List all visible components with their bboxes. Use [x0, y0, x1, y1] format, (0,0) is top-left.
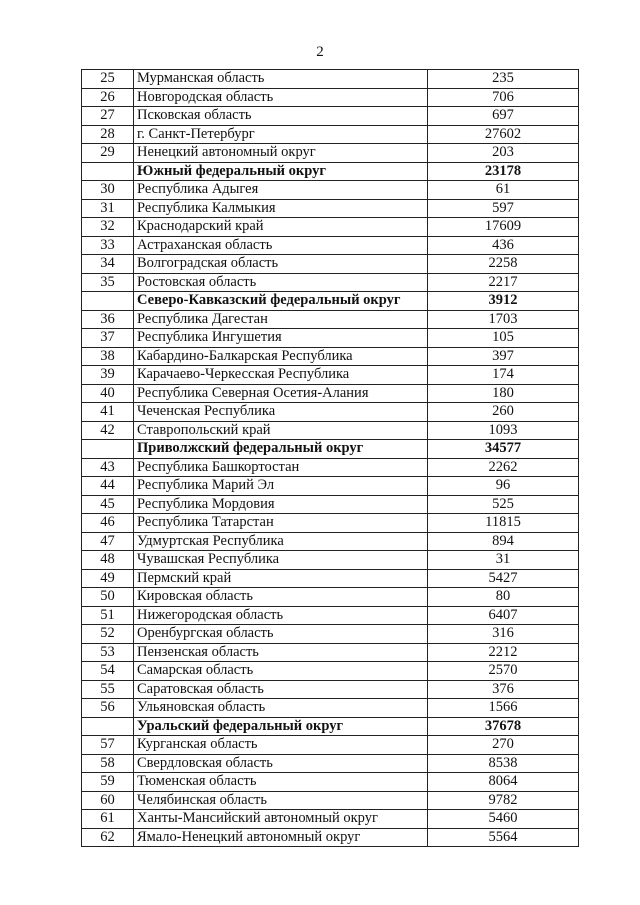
table-row	[82, 699, 579, 718]
row-number: 61	[82, 810, 134, 829]
region-name: Республика Татарстан	[134, 514, 428, 533]
row-number: 30	[82, 181, 134, 200]
region-name: Южный федеральный округ	[134, 162, 428, 181]
row-number: 34	[82, 255, 134, 274]
table-row	[82, 181, 579, 200]
region-value: 5564	[428, 828, 579, 847]
region-value: 11815	[428, 514, 579, 533]
region-name: Республика Северная Осетия-Алания	[134, 384, 428, 403]
row-number: 42	[82, 421, 134, 440]
table-row	[82, 88, 579, 107]
row-number: 53	[82, 643, 134, 662]
region-value: 2212	[428, 643, 579, 662]
row-number: 51	[82, 606, 134, 625]
region-name: Курганская область	[134, 736, 428, 755]
region-name: Псковская область	[134, 107, 428, 126]
table-row	[82, 643, 579, 662]
row-number: 35	[82, 273, 134, 292]
region-value: 8538	[428, 754, 579, 773]
region-value: 706	[428, 88, 579, 107]
region-value: 5460	[428, 810, 579, 829]
table-row	[82, 810, 579, 829]
row-number: 37	[82, 329, 134, 348]
region-value: 96	[428, 477, 579, 496]
table-row	[82, 347, 579, 366]
region-value: 27602	[428, 125, 579, 144]
row-number: 33	[82, 236, 134, 255]
table-row	[82, 218, 579, 237]
region-value: 1703	[428, 310, 579, 329]
row-number: 28	[82, 125, 134, 144]
region-value: 23178	[428, 162, 579, 181]
table-row	[82, 514, 579, 533]
region-value: 894	[428, 532, 579, 551]
region-name: Ямало-Ненецкий автономный округ	[134, 828, 428, 847]
table-row	[82, 680, 579, 699]
table-row	[82, 384, 579, 403]
table-row	[82, 828, 579, 847]
table-row	[82, 458, 579, 477]
row-number: 45	[82, 495, 134, 514]
region-name: Оренбургская область	[134, 625, 428, 644]
region-value: 1093	[428, 421, 579, 440]
row-number	[82, 292, 134, 311]
region-value: 34577	[428, 440, 579, 459]
region-name: Ханты-Мансийский автономный округ	[134, 810, 428, 829]
table-row	[82, 588, 579, 607]
row-number: 43	[82, 458, 134, 477]
region-name: Ростовская область	[134, 273, 428, 292]
region-value: 235	[428, 70, 579, 89]
region-value: 260	[428, 403, 579, 422]
region-value: 31	[428, 551, 579, 570]
region-name: Новгородская область	[134, 88, 428, 107]
region-name: г. Санкт-Петербург	[134, 125, 428, 144]
row-number: 29	[82, 144, 134, 163]
region-name: Астраханская область	[134, 236, 428, 255]
row-number: 57	[82, 736, 134, 755]
region-name: Ставропольский край	[134, 421, 428, 440]
table-row	[82, 551, 579, 570]
row-number	[82, 717, 134, 736]
row-number: 50	[82, 588, 134, 607]
row-number: 55	[82, 680, 134, 699]
region-name: Ульяновская область	[134, 699, 428, 718]
region-value: 80	[428, 588, 579, 607]
row-number: 56	[82, 699, 134, 718]
region-name: Республика Ингушетия	[134, 329, 428, 348]
region-value: 2217	[428, 273, 579, 292]
region-name: Республика Марий Эл	[134, 477, 428, 496]
row-number: 44	[82, 477, 134, 496]
region-name: Тюменская область	[134, 773, 428, 792]
table-row	[82, 477, 579, 496]
region-value: 174	[428, 366, 579, 385]
region-value: 17609	[428, 218, 579, 237]
region-name: Республика Адыгея	[134, 181, 428, 200]
region-name: Краснодарский край	[134, 218, 428, 237]
region-value: 5427	[428, 569, 579, 588]
table-row	[82, 329, 579, 348]
table-row	[82, 569, 579, 588]
table-row	[82, 791, 579, 810]
row-number: 31	[82, 199, 134, 218]
row-number: 58	[82, 754, 134, 773]
row-number	[82, 162, 134, 181]
region-value: 270	[428, 736, 579, 755]
region-value: 37678	[428, 717, 579, 736]
region-name: Кабардино-Балкарская Республика	[134, 347, 428, 366]
row-number: 47	[82, 532, 134, 551]
table-row	[82, 403, 579, 422]
table-row	[82, 625, 579, 644]
row-number: 60	[82, 791, 134, 810]
table-row	[82, 606, 579, 625]
region-value: 697	[428, 107, 579, 126]
region-name: Приволжский федеральный округ	[134, 440, 428, 459]
table-row	[82, 310, 579, 329]
region-name: Уральский федеральный округ	[134, 717, 428, 736]
region-value: 9782	[428, 791, 579, 810]
table-row	[82, 236, 579, 255]
table-row	[82, 754, 579, 773]
row-number: 46	[82, 514, 134, 533]
row-number: 32	[82, 218, 134, 237]
table-row	[82, 70, 579, 89]
district-row	[82, 440, 579, 459]
region-name: Чеченская Республика	[134, 403, 428, 422]
region-name: Ненецкий автономный округ	[134, 144, 428, 163]
table-row	[82, 773, 579, 792]
table-row	[82, 273, 579, 292]
region-name: Пермский край	[134, 569, 428, 588]
region-value: 1566	[428, 699, 579, 718]
region-value: 180	[428, 384, 579, 403]
row-number: 36	[82, 310, 134, 329]
region-name: Мурманская область	[134, 70, 428, 89]
row-number: 62	[82, 828, 134, 847]
table-row	[82, 662, 579, 681]
table-row	[82, 366, 579, 385]
region-name: Северо-Кавказский федеральный округ	[134, 292, 428, 311]
table-row	[82, 255, 579, 274]
region-name: Пензенская область	[134, 643, 428, 662]
region-value: 2262	[428, 458, 579, 477]
region-value: 2570	[428, 662, 579, 681]
region-name: Республика Калмыкия	[134, 199, 428, 218]
row-number: 54	[82, 662, 134, 681]
region-value: 8064	[428, 773, 579, 792]
district-row	[82, 717, 579, 736]
table-row	[82, 125, 579, 144]
district-row	[82, 162, 579, 181]
row-number: 48	[82, 551, 134, 570]
row-number	[82, 440, 134, 459]
region-name: Республика Башкортостан	[134, 458, 428, 477]
region-value: 6407	[428, 606, 579, 625]
region-value: 525	[428, 495, 579, 514]
row-number: 49	[82, 569, 134, 588]
row-number: 41	[82, 403, 134, 422]
region-name: Саратовская область	[134, 680, 428, 699]
region-value: 316	[428, 625, 579, 644]
region-name: Свердловская область	[134, 754, 428, 773]
region-name: Республика Мордовия	[134, 495, 428, 514]
table-row	[82, 736, 579, 755]
region-name: Чувашская Республика	[134, 551, 428, 570]
table-row	[82, 421, 579, 440]
region-name: Карачаево-Черкесская Республика	[134, 366, 428, 385]
region-name: Нижегородская область	[134, 606, 428, 625]
district-row	[82, 292, 579, 311]
row-number: 39	[82, 366, 134, 385]
region-value: 597	[428, 199, 579, 218]
region-name: Волгоградская область	[134, 255, 428, 274]
region-value: 203	[428, 144, 579, 163]
regions-table	[81, 69, 579, 847]
region-name: Самарская область	[134, 662, 428, 681]
row-number: 25	[82, 70, 134, 89]
region-value: 376	[428, 680, 579, 699]
table-row	[82, 107, 579, 126]
region-value: 2258	[428, 255, 579, 274]
table-row	[82, 495, 579, 514]
row-number: 40	[82, 384, 134, 403]
row-number: 52	[82, 625, 134, 644]
row-number: 59	[82, 773, 134, 792]
page-number: 2	[316, 44, 324, 60]
region-name: Челябинская область	[134, 791, 428, 810]
table-row	[82, 199, 579, 218]
row-number: 26	[82, 88, 134, 107]
region-value: 61	[428, 181, 579, 200]
region-name: Удмуртская Республика	[134, 532, 428, 551]
table-row	[82, 144, 579, 163]
region-value: 105	[428, 329, 579, 348]
region-name: Кировская область	[134, 588, 428, 607]
region-name: Республика Дагестан	[134, 310, 428, 329]
region-value: 3912	[428, 292, 579, 311]
row-number: 27	[82, 107, 134, 126]
regions-table-body	[82, 70, 579, 847]
region-value: 436	[428, 236, 579, 255]
row-number: 38	[82, 347, 134, 366]
table-row	[82, 532, 579, 551]
region-value: 397	[428, 347, 579, 366]
